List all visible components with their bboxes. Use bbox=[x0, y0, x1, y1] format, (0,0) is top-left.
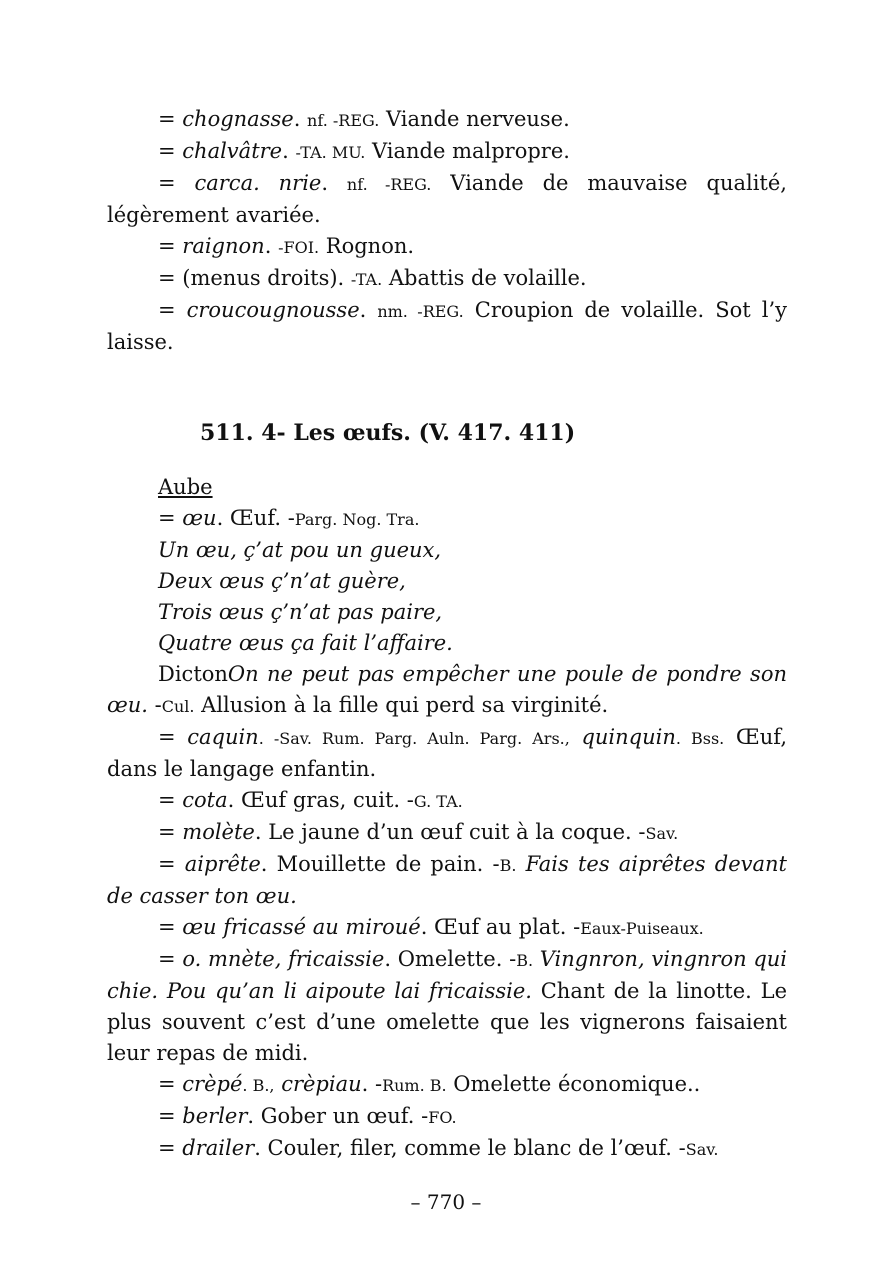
entry-definition: Viande de mauvaise qualité, légèrement avariée. bbox=[107, 171, 787, 227]
page-body bbox=[107, 104, 787, 1165]
entry-definition: . Œuf au plat. - bbox=[420, 915, 581, 939]
entry-lead: = (menus droits). bbox=[158, 266, 351, 290]
entry-term: aiprête bbox=[184, 852, 261, 876]
dicton-label: Dicton bbox=[158, 662, 228, 686]
entry-chalvatre bbox=[107, 136, 787, 168]
entry-punct: . bbox=[293, 107, 308, 131]
entry-definition: . Couler, filer, comme le blanc de l’œuf. - bbox=[254, 1136, 686, 1160]
entry-oeu bbox=[107, 503, 787, 535]
entry-lead: = bbox=[158, 820, 183, 844]
entry-lead: = bbox=[158, 725, 188, 749]
entry-lead: = bbox=[158, 852, 185, 876]
entry-aiprete bbox=[107, 849, 787, 912]
verse-line: Quatre œus ça fait l’affaire. bbox=[158, 631, 453, 655]
section-heading: 511. 4- Les œufs. (V. 417. 411) bbox=[200, 420, 576, 446]
entry-definition: Croupion de volaille. Sot l’y laisse. bbox=[107, 298, 787, 354]
entry-definition: . Œuf gras, cuit. - bbox=[227, 788, 414, 812]
entry-definition: Œuf, dans le langage enfantin. bbox=[107, 725, 787, 781]
entry-crepe bbox=[107, 1069, 787, 1101]
entry-space bbox=[516, 852, 525, 876]
entry-menus-droits bbox=[107, 263, 787, 295]
entry-punct: . bbox=[282, 139, 296, 163]
entry-punct: - bbox=[147, 693, 162, 717]
entry-term: drailer bbox=[182, 1136, 255, 1160]
entry-definition: Rognon. bbox=[319, 234, 415, 258]
entry-term: carca. nrie bbox=[194, 171, 322, 195]
entry-term: caquin bbox=[187, 725, 259, 749]
entry-quote: Vingnron, vingnron qui chie. Pou qu’an li aipoute lai fricaissie. bbox=[107, 947, 788, 1003]
verse-line: Un œu, ç’at pou un gueux, bbox=[158, 538, 442, 562]
entry-term: raignon bbox=[182, 234, 265, 258]
entry-punct: . bbox=[321, 171, 347, 195]
entry-definition: . Omelette. - bbox=[384, 947, 517, 971]
entry-definition: . Gober un œuf. - bbox=[247, 1104, 429, 1128]
entry-berler bbox=[107, 1101, 787, 1133]
entry-omelette bbox=[107, 944, 787, 1069]
entry-punct: . bbox=[264, 234, 279, 258]
entry-lead: = bbox=[158, 107, 183, 131]
entry-croucougnousse bbox=[107, 295, 787, 358]
verse-line: Deux œus ç’n’at guère, bbox=[158, 569, 406, 593]
entry-definition: . Œuf. - bbox=[216, 506, 295, 530]
entry-term: œu bbox=[182, 506, 217, 530]
entry-caquin bbox=[107, 722, 787, 785]
entry-term: o. mnète, fricaissie bbox=[182, 947, 385, 971]
entry-definition: Viande nerveuse. bbox=[379, 107, 570, 131]
entry-source: . -Sav. Rum. Parg. Auln. Parg. Ars., bbox=[258, 729, 570, 748]
entry-punct: . - bbox=[361, 1072, 383, 1096]
entry-raignon bbox=[107, 231, 787, 263]
section-spacer bbox=[107, 358, 787, 418]
entry-lead: = bbox=[158, 506, 183, 530]
entry-lead: = bbox=[158, 1104, 183, 1128]
entry-lead: = bbox=[158, 915, 183, 939]
entry-abbr: nf. -REG. bbox=[307, 111, 380, 130]
entry-term: crèpiau bbox=[281, 1072, 362, 1096]
entry-cota bbox=[107, 785, 787, 817]
entry-space bbox=[570, 725, 582, 749]
entry-term: œu fricassé au miroué bbox=[182, 915, 421, 939]
dicton-quote: On ne peut pas empêcher une poule de pondre son œu. bbox=[107, 662, 787, 717]
entry-source: Sav. bbox=[685, 1140, 719, 1159]
entry-quote: Fais tes aiprêtes devant de casser ton œu. bbox=[107, 852, 787, 908]
entry-definition: Viande malpropre. bbox=[365, 139, 570, 163]
entry-term: croucougnousse bbox=[186, 298, 360, 322]
entry-lead: = bbox=[158, 234, 183, 258]
entry-source: Eaux-Puiseaux. bbox=[580, 919, 704, 938]
entry-term: chalvâtre bbox=[182, 139, 283, 163]
entry-definition: Abattis de volaille. bbox=[382, 266, 587, 290]
page-number: – 770 – bbox=[410, 1190, 482, 1214]
entry-source: B. bbox=[516, 951, 534, 970]
entry-source: . Bss. bbox=[675, 729, 725, 748]
entry-lead: = bbox=[158, 947, 183, 971]
entry-source: Cul. bbox=[161, 697, 195, 716]
entry-definition: Omelette économique.. bbox=[446, 1072, 701, 1096]
entry-source: Sav. bbox=[645, 824, 679, 843]
entry-abbr: nf. -REG. bbox=[346, 175, 432, 194]
entry-abbr: nm. -REG. bbox=[377, 302, 464, 321]
entry-source: Rum. B. bbox=[382, 1076, 447, 1095]
entry-lead: = bbox=[158, 1136, 183, 1160]
entry-abbr: -FOI. bbox=[278, 238, 320, 257]
entry-space bbox=[533, 947, 540, 971]
entry-abbr: -TA. MU. bbox=[295, 143, 366, 162]
entry-term: berler bbox=[182, 1104, 248, 1128]
entry-definition: . Le jaune d’un œuf cuit à la coque. - bbox=[254, 820, 646, 844]
entry-lead: = bbox=[158, 1072, 183, 1096]
entry-fricasse bbox=[107, 912, 787, 944]
entry-punct: . bbox=[359, 298, 378, 322]
entry-dicton bbox=[107, 659, 787, 722]
entry-term: quinquin bbox=[581, 725, 676, 749]
entry-lead: = bbox=[158, 298, 187, 322]
entry-term: cota bbox=[182, 788, 228, 812]
entry-term: chognasse bbox=[182, 107, 294, 131]
region-label: Aube bbox=[158, 475, 213, 499]
entry-source: G. TA. bbox=[413, 792, 463, 811]
entry-term: molète bbox=[182, 820, 255, 844]
entry-source: Parg. Nog. Tra. bbox=[294, 510, 420, 529]
entry-molete bbox=[107, 817, 787, 849]
entry-term: crèpé bbox=[182, 1072, 243, 1096]
verse-line: Trois œus ç’n’at pas paire, bbox=[158, 600, 443, 624]
entry-lead: = bbox=[158, 788, 183, 812]
entry-abbr: -TA. bbox=[350, 270, 383, 289]
entry-carca bbox=[107, 168, 787, 231]
entry-definition: Chant de la linotte. Le plus souvent c’est d’une omelette que les vignerons faisaient leur repas de midi. bbox=[107, 979, 787, 1065]
entry-lead: = bbox=[158, 139, 183, 163]
entry-chognasse bbox=[107, 104, 787, 136]
entry-definition: . Mouillette de pain. - bbox=[260, 852, 500, 876]
entry-lead: = bbox=[158, 171, 195, 195]
entry-definition: Allusion à la fille qui perd sa virginité. bbox=[194, 693, 609, 717]
entry-source: . B., bbox=[242, 1076, 275, 1095]
entry-source: B. bbox=[499, 856, 517, 875]
entry-drailer bbox=[107, 1133, 787, 1165]
entry-source: FO. bbox=[428, 1108, 457, 1127]
